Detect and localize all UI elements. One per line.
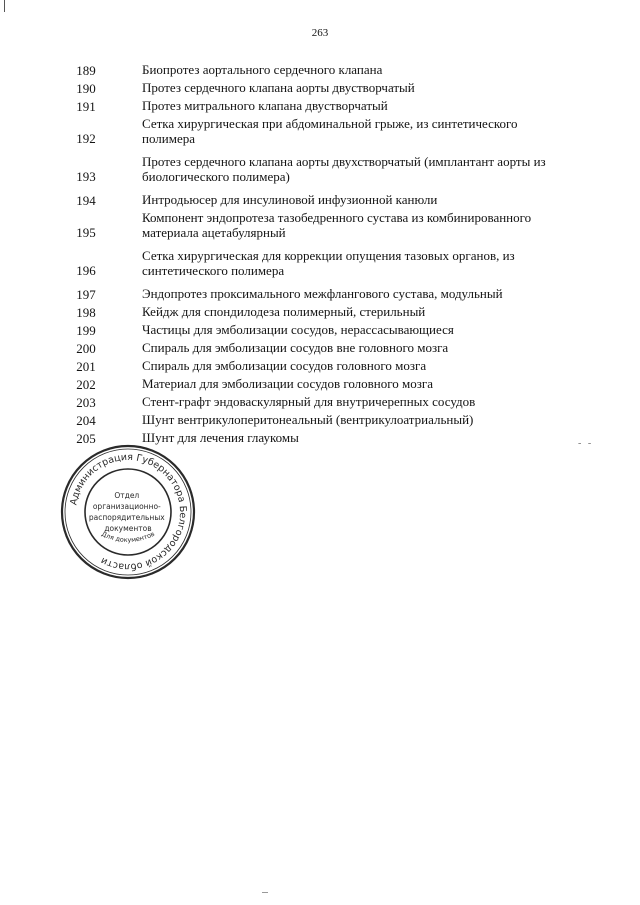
entry-description-line: Кейдж для спондилодеза полимерный, стерильный xyxy=(142,304,426,319)
entry-description-line: биологического полимера) xyxy=(142,169,290,184)
entry-number: 200 xyxy=(76,341,96,356)
scan-dots: ‐ ‐ xyxy=(578,438,594,449)
entry-description-line: Сетка хирургическая при абдоминальной грыже, из синтетического xyxy=(142,116,518,131)
entry-description-line: Протез сердечного клапана аорты двухстворчатый (имплантант аорты из xyxy=(142,154,546,169)
entry-number: 197 xyxy=(76,287,96,302)
entry-description-line: Эндопротез проксимального межфлангового сустава, модульный xyxy=(142,286,503,301)
entry-description-line: Сетка хирургическая для коррекции опущения тазовых органов, из xyxy=(142,248,515,263)
stamp-inner-line-3: распорядительных xyxy=(88,513,165,522)
entry-number: 190 xyxy=(76,81,96,96)
entry-number: 191 xyxy=(76,99,96,114)
entry-number: 196 xyxy=(76,263,96,278)
entry-number: 205 xyxy=(76,431,96,446)
stamp-inner-line-4: документов xyxy=(104,524,152,533)
entry-description-line: Материал для эмболизации сосудов головного мозга xyxy=(142,376,433,391)
stamp-outer-text: Администрация Губернатора Белгородской области xyxy=(68,451,189,573)
entry-number: 204 xyxy=(76,413,96,428)
entry-description-line: Спираль для эмболизации сосудов головного мозга xyxy=(142,358,427,373)
entry-number: 198 xyxy=(76,305,96,320)
entry-description-line: Биопротез аортального сердечного клапана xyxy=(142,62,383,77)
entry-description-line: Компонент эндопротеза тазобедренного сустава из комбинированного xyxy=(142,210,532,225)
entry-number: 199 xyxy=(76,323,96,338)
entry-description-line: Протез сердечного клапана аорты двустворчатый xyxy=(142,80,415,95)
scan-bottom-mark xyxy=(262,892,268,893)
stamp-bottom-text: Для документов xyxy=(100,529,156,545)
entry-number: 192 xyxy=(76,131,96,146)
entry-description-line: Протез митрального клапана двустворчатый xyxy=(142,98,388,113)
entry-description-line: материала ацетабулярный xyxy=(142,225,286,240)
entry-description-line: Интродьюсер для инсулиновой инфузионной канюли xyxy=(142,192,438,207)
stamp-inner-line-2: организационно- xyxy=(92,502,161,511)
official-stamp xyxy=(58,442,198,582)
entry-description-line: Стент-графт эндоваскулярный для внутричерепных сосудов xyxy=(142,394,476,409)
entry-number: 202 xyxy=(76,377,96,392)
entry-number: 195 xyxy=(76,225,96,240)
entry-number: 193 xyxy=(76,169,96,184)
svg-text:Отдел организационно- xyxy=(89,491,167,533)
entry-number: 194 xyxy=(76,193,96,208)
entry-description-line: Шунт для лечения глаукомы xyxy=(142,430,299,445)
entries-list xyxy=(0,0,640,450)
entry-description-line: синтетического полимера xyxy=(142,263,285,278)
entry-description-line: Спираль для эмболизации сосудов вне головного мозга xyxy=(142,340,449,355)
entry-number: 201 xyxy=(76,359,96,374)
svg-text:Администрация Губернатора Белг xyxy=(68,452,188,572)
entry-description-line: Частицы для эмболизации сосудов, нерассасывающиеся xyxy=(142,322,454,337)
entry-number: 189 xyxy=(76,63,96,78)
entry-description-line: Шунт вентрикулоперитонеальный (вентрикулоатриальный) xyxy=(142,412,474,427)
stamp-inner-line-1: Отдел xyxy=(114,491,140,500)
page-number: 263 xyxy=(311,27,329,39)
entry-number: 203 xyxy=(76,395,96,410)
entry-description-line: полимера xyxy=(142,131,195,146)
